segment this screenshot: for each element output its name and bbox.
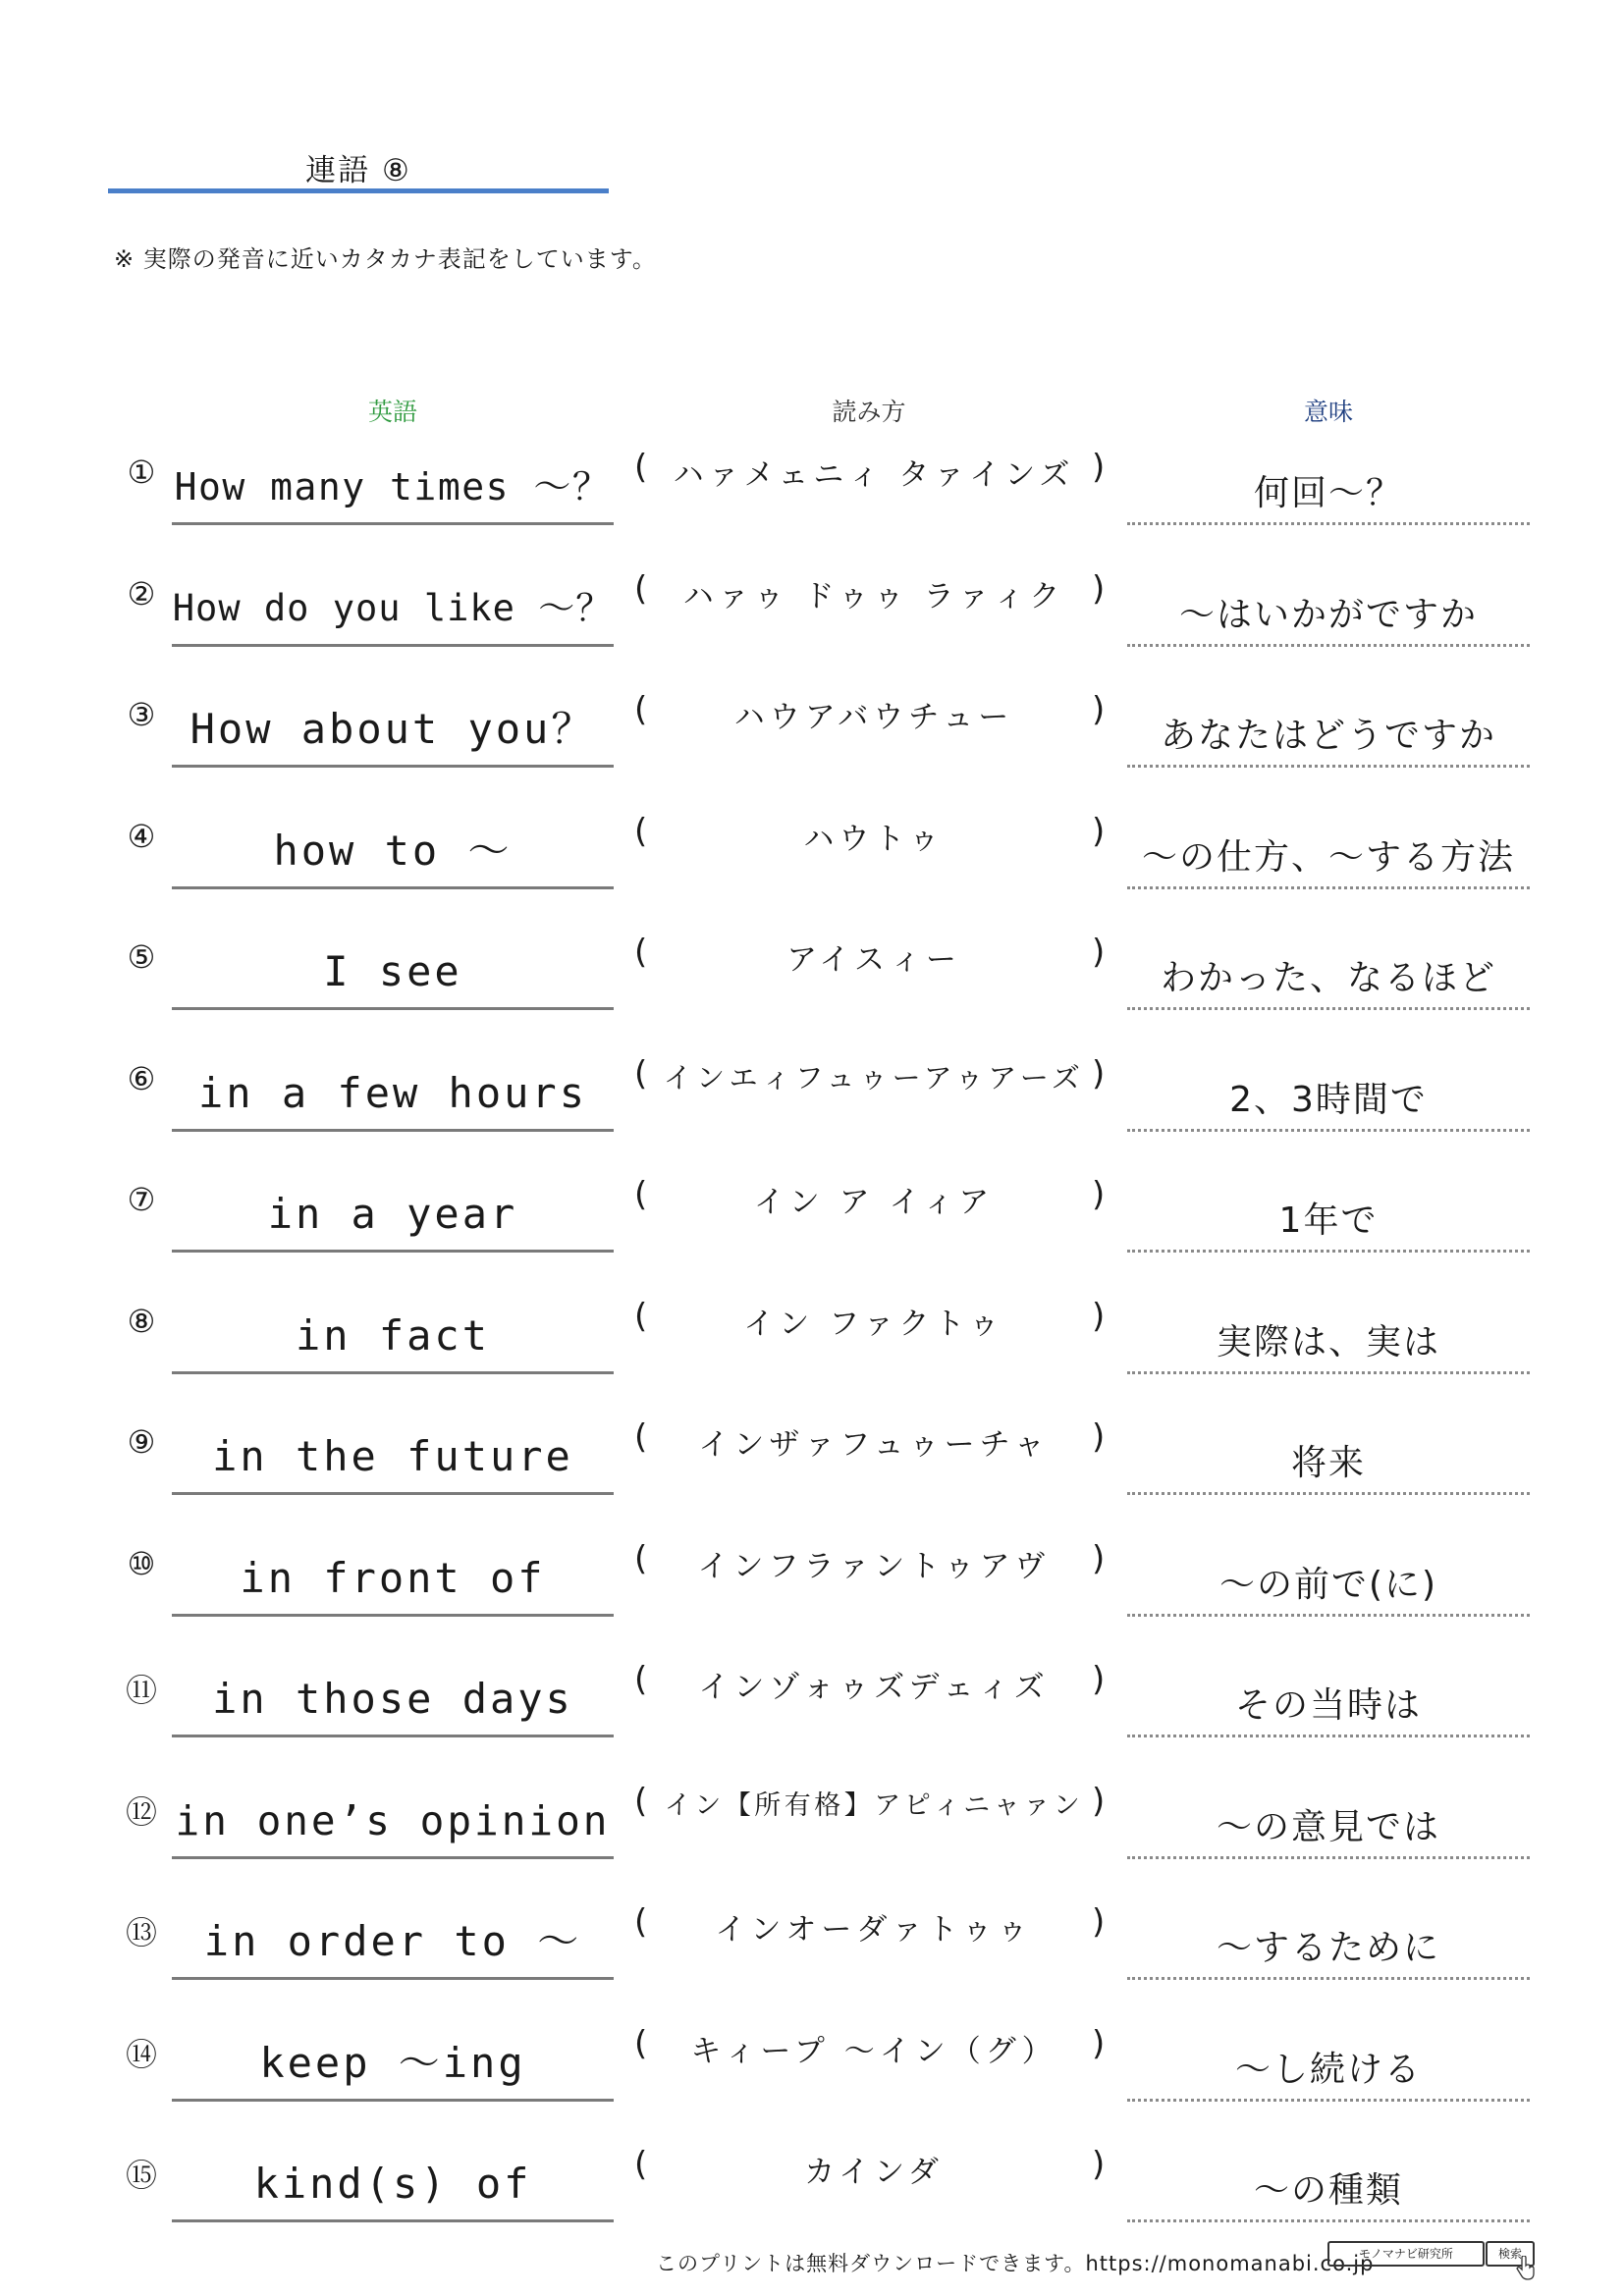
english-underline [172,1007,614,1010]
english-phrase: kind(s) of [253,2160,532,2208]
item-number: ⑥ [127,1059,156,1097]
close-paren: ) [1092,811,1106,851]
english-underline [172,1371,614,1374]
english-underline [172,2099,614,2102]
phrase-row [0,1175,1624,1297]
close-paren: ) [1092,2023,1106,2063]
open-paren: ( [634,568,648,609]
item-number: ⑬ [125,1914,157,1951]
item-number: ⑪ [125,1672,157,1709]
katakana-reading: ハウトゥ [803,821,945,857]
katakana-reading: カインダ [804,2155,944,2190]
english-underline [172,1492,614,1495]
english-underline [172,886,614,889]
japanese-meaning: ～するために [1216,1928,1440,1968]
japanese-meaning: 何回～？ [1253,473,1403,513]
item-number: ⑫ [125,1792,157,1831]
header-meaning: 意味 [1303,398,1353,426]
meaning-underline [1127,2099,1530,2102]
close-paren: ) [1092,568,1106,609]
english-underline [172,1735,614,1737]
english-underline [172,644,614,647]
phrase-row [0,569,1624,691]
katakana-reading: キィープ ～イン（グ） [690,2033,1057,2069]
meaning-underline [1127,522,1530,525]
katakana-reading: インフラァントゥアヴ [697,1548,1051,1584]
katakana-reading: ハァゥ ドゥゥ ラァィク [682,578,1065,614]
page-title: 連語 ⑧ [305,153,411,188]
meaning-underline [1127,1614,1530,1617]
open-paren: ( [634,1417,648,1457]
note: ※ 実際の発音に近いカタカナ表記をしています。 [114,245,657,273]
katakana-reading: アイスィー [786,942,961,978]
meaning-underline [1127,1371,1530,1374]
japanese-meaning: 将来 [1290,1443,1366,1483]
close-paren: ) [1092,1175,1106,1214]
close-paren: ) [1092,1417,1106,1457]
japanese-meaning: ～の種類 [1253,2170,1403,2211]
english-underline [172,522,614,525]
phrase-row [0,690,1624,812]
japanese-meaning: その当時は [1234,1685,1422,1726]
meaning-underline [1127,1856,1530,1859]
japanese-meaning: ～の前で(に) [1218,1564,1438,1605]
japanese-meaning: ～はいかがですか [1178,594,1478,635]
item-number: ③ [127,696,156,733]
english-phrase: How many times ～？ [174,465,612,508]
katakana-reading: ハウアバウチュー [733,700,1014,735]
footer-search-box: モノマナビ研究所 [1327,2241,1485,2267]
katakana-reading: イン【所有格】アピィニャァン [664,1789,1084,1821]
phrase-row [0,2024,1624,2146]
item-number: ⑩ [127,1544,156,1582]
meaning-underline [1127,886,1530,889]
open-paren: ( [634,1781,648,1821]
header-reading: 読み方 [832,398,906,426]
footer-search-button: 検索 [1486,2241,1535,2267]
english-underline [172,1129,614,1132]
meaning-underline [1127,1007,1530,1010]
item-number: ② [127,574,156,613]
english-phrase: How about you？ [189,705,596,753]
english-phrase: in front of [240,1553,546,1602]
english-phrase: How do you like ～？ [172,586,614,629]
katakana-reading: インエィフュゥーアゥアーズ [663,1060,1085,1095]
english-underline [172,2219,614,2222]
item-number: ⑦ [127,1181,156,1218]
katakana-reading: イン ファクトゥ [743,1306,1004,1342]
header-english: 英語 [367,398,417,426]
katakana-reading: ハァメェニィ タァインズ [673,457,1075,493]
open-paren: ( [634,690,648,729]
open-paren: ( [634,2023,648,2063]
english-underline [172,1856,614,1859]
meaning-underline [1127,644,1530,647]
item-number: ④ [127,817,156,855]
meaning-underline [1127,765,1530,768]
japanese-meaning: ～の意見では [1216,1806,1440,1847]
phrase-row [0,1902,1624,2024]
phrase-row [0,1539,1624,1661]
open-paren: ( [634,1538,648,1578]
english-underline [172,1250,614,1253]
english-phrase: in order to ～ [203,1917,582,1965]
english-phrase: in one’s opinion [175,1796,611,1844]
japanese-meaning: 1年で [1278,1201,1379,1241]
open-paren: ( [634,2145,648,2184]
phrase-row [0,1297,1624,1418]
meaning-underline [1127,1492,1530,1495]
open-paren: ( [634,933,648,972]
english-phrase: in the future [212,1432,573,1480]
english-underline [172,765,614,768]
close-paren: ) [1092,1781,1106,1821]
phrase-row [0,812,1624,934]
phrase-row [0,448,1624,569]
japanese-meaning: ～の仕方、～する方法 [1141,836,1515,878]
item-number: ⑤ [127,938,156,976]
close-paren: ) [1092,933,1106,972]
item-number: ⑮ [125,2157,157,2194]
open-paren: ( [634,1175,648,1214]
open-paren: ( [634,1296,648,1336]
english-underline [172,1977,614,1980]
katakana-reading: インオーダァトゥゥ [715,1912,1033,1948]
english-underline [172,1614,614,1617]
item-number: ① [127,454,156,491]
close-paren: ) [1092,448,1106,487]
close-paren: ) [1092,1296,1106,1336]
hand-pointer-icon [1516,2256,1536,2281]
phrase-row [0,1782,1624,1903]
close-paren: ) [1092,1053,1106,1094]
japanese-meaning: 2、3時間で [1229,1079,1428,1120]
meaning-underline [1127,1250,1530,1253]
phrase-row [0,1660,1624,1782]
item-number: ⑭ [125,2035,157,2073]
open-paren: ( [634,811,648,851]
katakana-reading: インゾォゥズデェィズ [698,1670,1050,1705]
meaning-underline [1127,2219,1530,2222]
meaning-underline [1127,1129,1530,1132]
japanese-meaning: 実際は、実は [1216,1321,1440,1362]
close-paren: ) [1092,1660,1106,1699]
english-phrase: how to ～ [273,826,513,875]
item-number: ⑨ [127,1423,156,1461]
english-phrase: in a few hours [197,1068,587,1117]
katakana-reading: イン ア イィア [753,1185,995,1220]
close-paren: ) [1092,690,1106,729]
english-phrase: in fact [295,1310,490,1360]
close-paren: ) [1092,2145,1106,2184]
close-paren: ) [1092,1538,1106,1578]
item-number: ⑧ [127,1302,156,1340]
english-phrase: I see [323,947,462,995]
phrase-row [0,933,1624,1054]
open-paren: ( [634,1053,648,1094]
katakana-reading: インザァフュゥーチャ [698,1427,1050,1463]
close-paren: ) [1092,1902,1106,1942]
open-paren: ( [634,448,648,487]
meaning-underline [1127,1735,1530,1737]
footer-text: このプリントは無料ダウンロードできます。https://monomanabi.co.jp [656,2252,1375,2275]
phrase-row [0,1054,1624,1176]
japanese-meaning: ～し続ける [1234,2049,1422,2090]
phrase-row [0,1417,1624,1539]
japanese-meaning: わかった、なるほど [1160,958,1496,998]
english-phrase: keep ～ing [259,2038,526,2087]
open-paren: ( [634,1660,648,1699]
english-phrase: in those days [212,1675,573,1723]
japanese-meaning: あなたはどうですか [1160,716,1496,756]
meaning-underline [1127,1977,1530,1980]
english-phrase: in a year [267,1190,518,1238]
open-paren: ( [634,1902,648,1942]
title-underline [108,188,609,193]
